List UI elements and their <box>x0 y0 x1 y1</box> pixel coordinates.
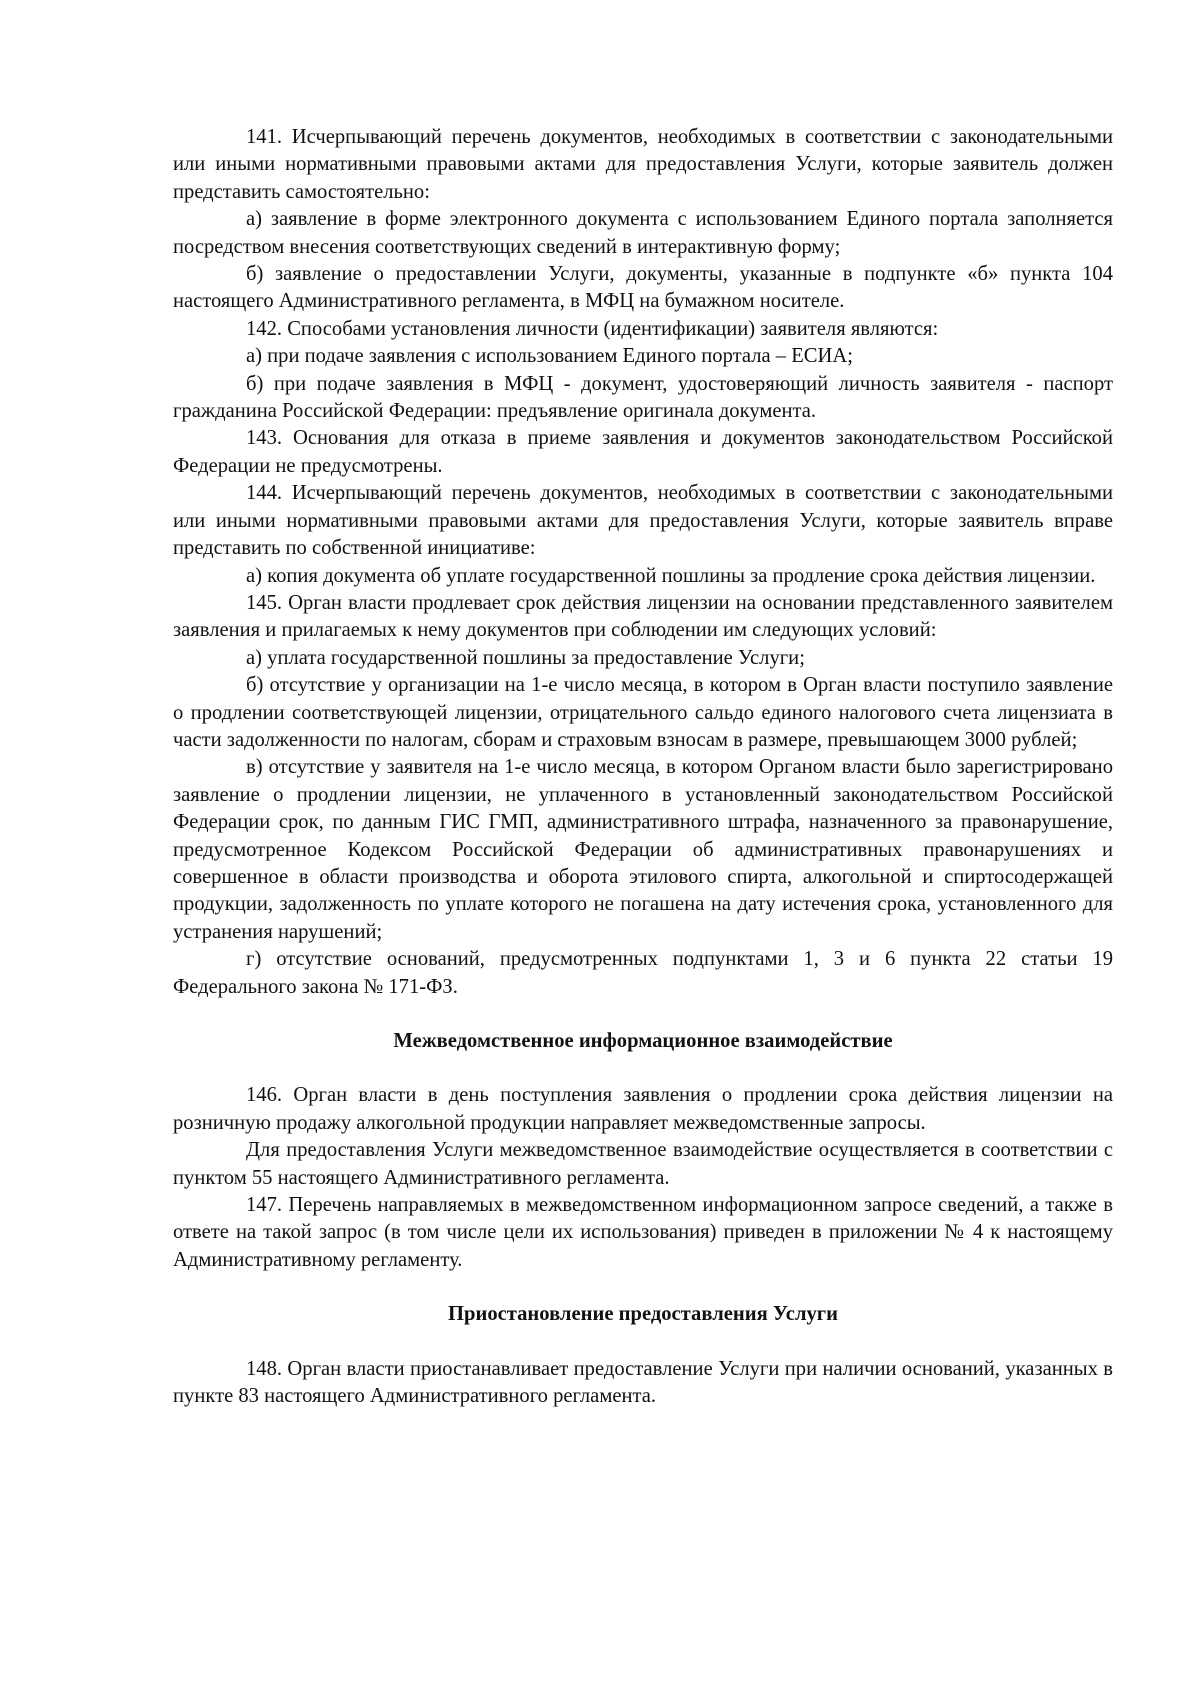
paragraph-144: 144. Исчерпывающий перечень документов, необходимых в соответствии с законодательными или иными нормативными правовыми актами для предоставления Услуги, которые заявитель вправе представить по собственной инициативе: <box>173 482 1113 560</box>
paragraph-145: 145. Орган власти продлевает срок действия лицензии на основании представленного заявителем заявления и прилагаемых к нему документов при соблюдении им следующих условий: <box>173 591 1113 642</box>
paragraph-142-a: а) при подаче заявления с использованием Единого портала – ЕСИА; <box>246 345 853 368</box>
paragraph-145-a: а) уплата государственной пошлины за предоставление Услуги; <box>246 646 805 669</box>
paragraph-146-note: Для предоставления Услуги межведомственное взаимодействие осуществляется в соответствии с пунктом 55 настоящего Административного регламента. <box>173 1139 1113 1189</box>
paragraph-141: 141. Исчерпывающий перечень документов, необходимых в соответствии с законодательными или иными нормативными правовыми актами для предоставления Услуги, которые заявитель должен представить самостоятельно: <box>173 126 1113 203</box>
paragraph-141-a: а) заявление в форме электронного документа с использованием Единого портала заполняется посредством внесения соответствующих сведений в интерактивную форму; <box>173 208 1113 258</box>
paragraph-142: 142. Способами установления личности (идентификации) заявителя являются: <box>246 317 939 340</box>
paragraph-146: 146. Орган власти в день поступления заявления о продлении срока действия лицензии на розничную продажу алкогольной продукции направляет межведомственные запросы. <box>173 1084 1113 1134</box>
paragraph-145-v: в) отсутствие у заявителя на 1-е число месяца, в котором Органом власти было зарегистрировано заявление о продлении лицензии, не уплаченного в установленный законодательством Российской Федерации срок, по данным ГИС ГМП, административного штрафа, назначенного за правонарушение, предусмотренное Кодексом Российской Федерации об административных правонарушениях и совершенное в области производства и оборота этилового спирта, алкогольной и спиртосодержащей продукции, задолженность по уплате которого не погашена на дату истечения срока, установленного для устранения нарушений; <box>173 756 1113 943</box>
paragraph-147: 147. Перечень направляемых в межведомственном информационном запросе сведений, а также в ответе на такой запрос (в том числе цели их использования) приведен в приложении № 4 к настоящему Административному регламенту. <box>173 1194 1113 1271</box>
paragraph-148: 148. Орган власти приостанавливает предоставление Услуги при наличии оснований, указанных в пункте 83 настоящего Административного регламента. <box>173 1357 1113 1408</box>
section-heading-suspension: Приостановление предоставления Услуги <box>447 1303 839 1326</box>
section-heading-interagency: Межведомственное информационное взаимодействие <box>393 1030 893 1052</box>
paragraph-142-b: б) при подаче заявления в МФЦ - документ, удостоверяющий личность заявителя - паспорт гражданина Российской Федерации: предъявление оригинала документа. <box>173 372 1113 423</box>
paragraph-141-b: б) заявление о предоставлении Услуги, документы, указанные в подпункте «б» пункта 104 настоящего Административного регламента, в МФЦ на бумажном носителе. <box>173 263 1113 313</box>
paragraph-145-g: г) отсутствие оснований, предусмотренных подпунктами 1, 3 и 6 пункта 22 статьи 19 Федерального закона № 171-ФЗ. <box>173 948 1113 998</box>
document-page <box>173 124 1113 1410</box>
paragraph-144-a: а) копия документа об уплате государственной пошлины за продление срока действия лицензии. <box>246 564 1096 587</box>
paragraph-143: 143. Основания для отказа в приеме заявления и документов законодательством Российской Федерации не предусмотрены. <box>173 427 1113 477</box>
paragraph-145-b: б) отсутствие у организации на 1-е число месяца, в котором в Орган власти поступило заявление о продлении соответствующей лицензии, отрицательного сальдо единого налогового счета лицензиата в части задолженности по налогам, сборам и страховым взносам в размере, превышающем 3000 рублей; <box>173 674 1113 751</box>
